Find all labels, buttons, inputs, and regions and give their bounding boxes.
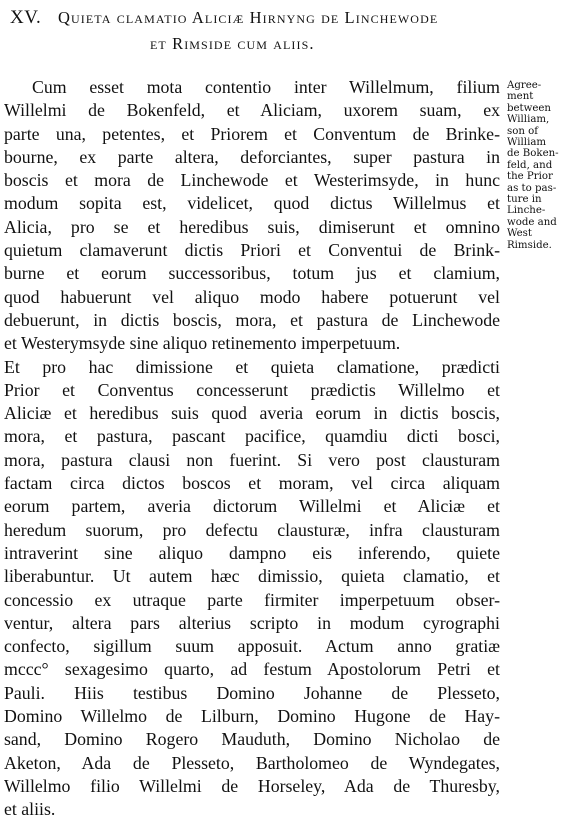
margin-note-line: son of (507, 125, 539, 137)
body-line: concessio ex utraque parte firmiter imperpetuum obser- (4, 589, 500, 610)
margin-note-line: William (507, 137, 547, 149)
body-line: Cum esset mota contentio inter Willelmum, filium (32, 77, 500, 97)
body-line: Et pro hac dimissione et quieta clamatione, prædicti (4, 356, 500, 377)
body-line: Aliciæ et heredibus suis quod averia eorum in dictis boscis, (4, 403, 500, 424)
body-line: Pauli. Hiis testibus Domino Johanne de Plesseto, (4, 682, 500, 703)
body-line: et Westerymsyde sine aliquo retinemento imperpetuum. (4, 333, 401, 354)
margin-note-line: Rimside. (507, 239, 552, 251)
margin-note-line: as to pas- (507, 182, 557, 194)
margin-note-line: West (507, 228, 532, 240)
body-line: quietum clamaverunt dictis Priori et Conventui de Brink- (4, 240, 500, 261)
body-line: boscis et mora de Linchewode et Westerimsyde, in hunc (4, 170, 500, 191)
body-line: liberabuntur. Ut autem hæc dimissio, quieta clamatio, et (4, 566, 500, 587)
body-line: ventur, altera pars alterius scripto in modum cyrographi (4, 612, 500, 633)
margin-note-line: de Boken- (507, 148, 559, 160)
body-line: Alicia, pro se et heredibus suis, dimiserunt et omnino (4, 216, 500, 237)
body-line: factam circa dictos boscos et moram, vel circa aliquam (4, 473, 500, 494)
margin-note-line: ture in (507, 194, 542, 206)
body-line: modum sopita est, videlicet, quod dictus Willelmus et (4, 193, 500, 214)
body-line: burne et eorum successoribus, totum jus et clamium, (4, 263, 500, 284)
body-line: intraverint sine aliquo dampno eis inferendo, quiete (4, 542, 500, 563)
margin-note-line: Agree- (507, 80, 542, 91)
body-line: mccc° sexagesimo quarto, ad festum Apostolorum Petri et (4, 659, 500, 680)
body-line: Prior et Conventus concesserunt prædictis Willelmo et (4, 379, 500, 400)
body-line: Domino Willelmo de Lilburn, Domino Hugone de Hay- (4, 706, 500, 727)
charter-title-line-1: Quieta clamatio Aliciæ Hirnyng de Linchewode (58, 8, 439, 27)
body-line: heredum suorum, pro defectu clausturæ, infra clausturam (4, 519, 500, 540)
body-line: Willelmo filio Willelmi de Horseley, Ada de Thuresby, (4, 775, 500, 796)
body-line: mora, pastura clausi non fuerint. Si vero post clausturam (4, 449, 500, 470)
body-line: Aketon, Ada de Plesseto, Bartholomeo de Wyndegates, (4, 752, 500, 773)
body-line: sand, Domino Rogero Mauduth, Domino Nicholao de (4, 729, 500, 750)
body-line: bourne, ex parte altera, deforciantes, super pastura in (4, 146, 500, 167)
margin-note (507, 80, 573, 251)
body-line: mora, et pastura, pascant pacifice, quamdiu dicti bosci, (4, 426, 500, 447)
body-line: et aliis. (4, 799, 56, 820)
body-line: debuerunt, in dictis boscis, mora, et pastura de Linchewode (4, 309, 500, 330)
margin-note-line: between (507, 102, 551, 114)
charter-body (4, 76, 500, 822)
body-line: parte una, petentes, et Priorem et Conventum de Brinke- (4, 123, 500, 144)
margin-note-line: the Prior (507, 171, 553, 183)
charter-title-line-2: et Rimside cum aliis. (150, 34, 315, 53)
margin-note-line: ment (507, 91, 534, 103)
margin-note-line: feld, and (507, 159, 553, 171)
body-line: quod habuerunt vel aliquo modo habere potuerunt vel (4, 286, 500, 307)
charter-number: XV. (10, 7, 42, 28)
body-line: confecto, sigillum suum apposuit. Actum anno gratiæ (4, 636, 500, 657)
body-line: eorum partem, averia dictorum Willelmi et Aliciæ et (4, 496, 500, 517)
margin-note-line: wode and (507, 216, 557, 228)
margin-note-line: Linche- (507, 205, 546, 217)
body-line: Willelmi de Bokenfeld, et Aliciam, uxorem suam, ex (4, 100, 500, 121)
margin-note-line: William, (507, 114, 550, 126)
